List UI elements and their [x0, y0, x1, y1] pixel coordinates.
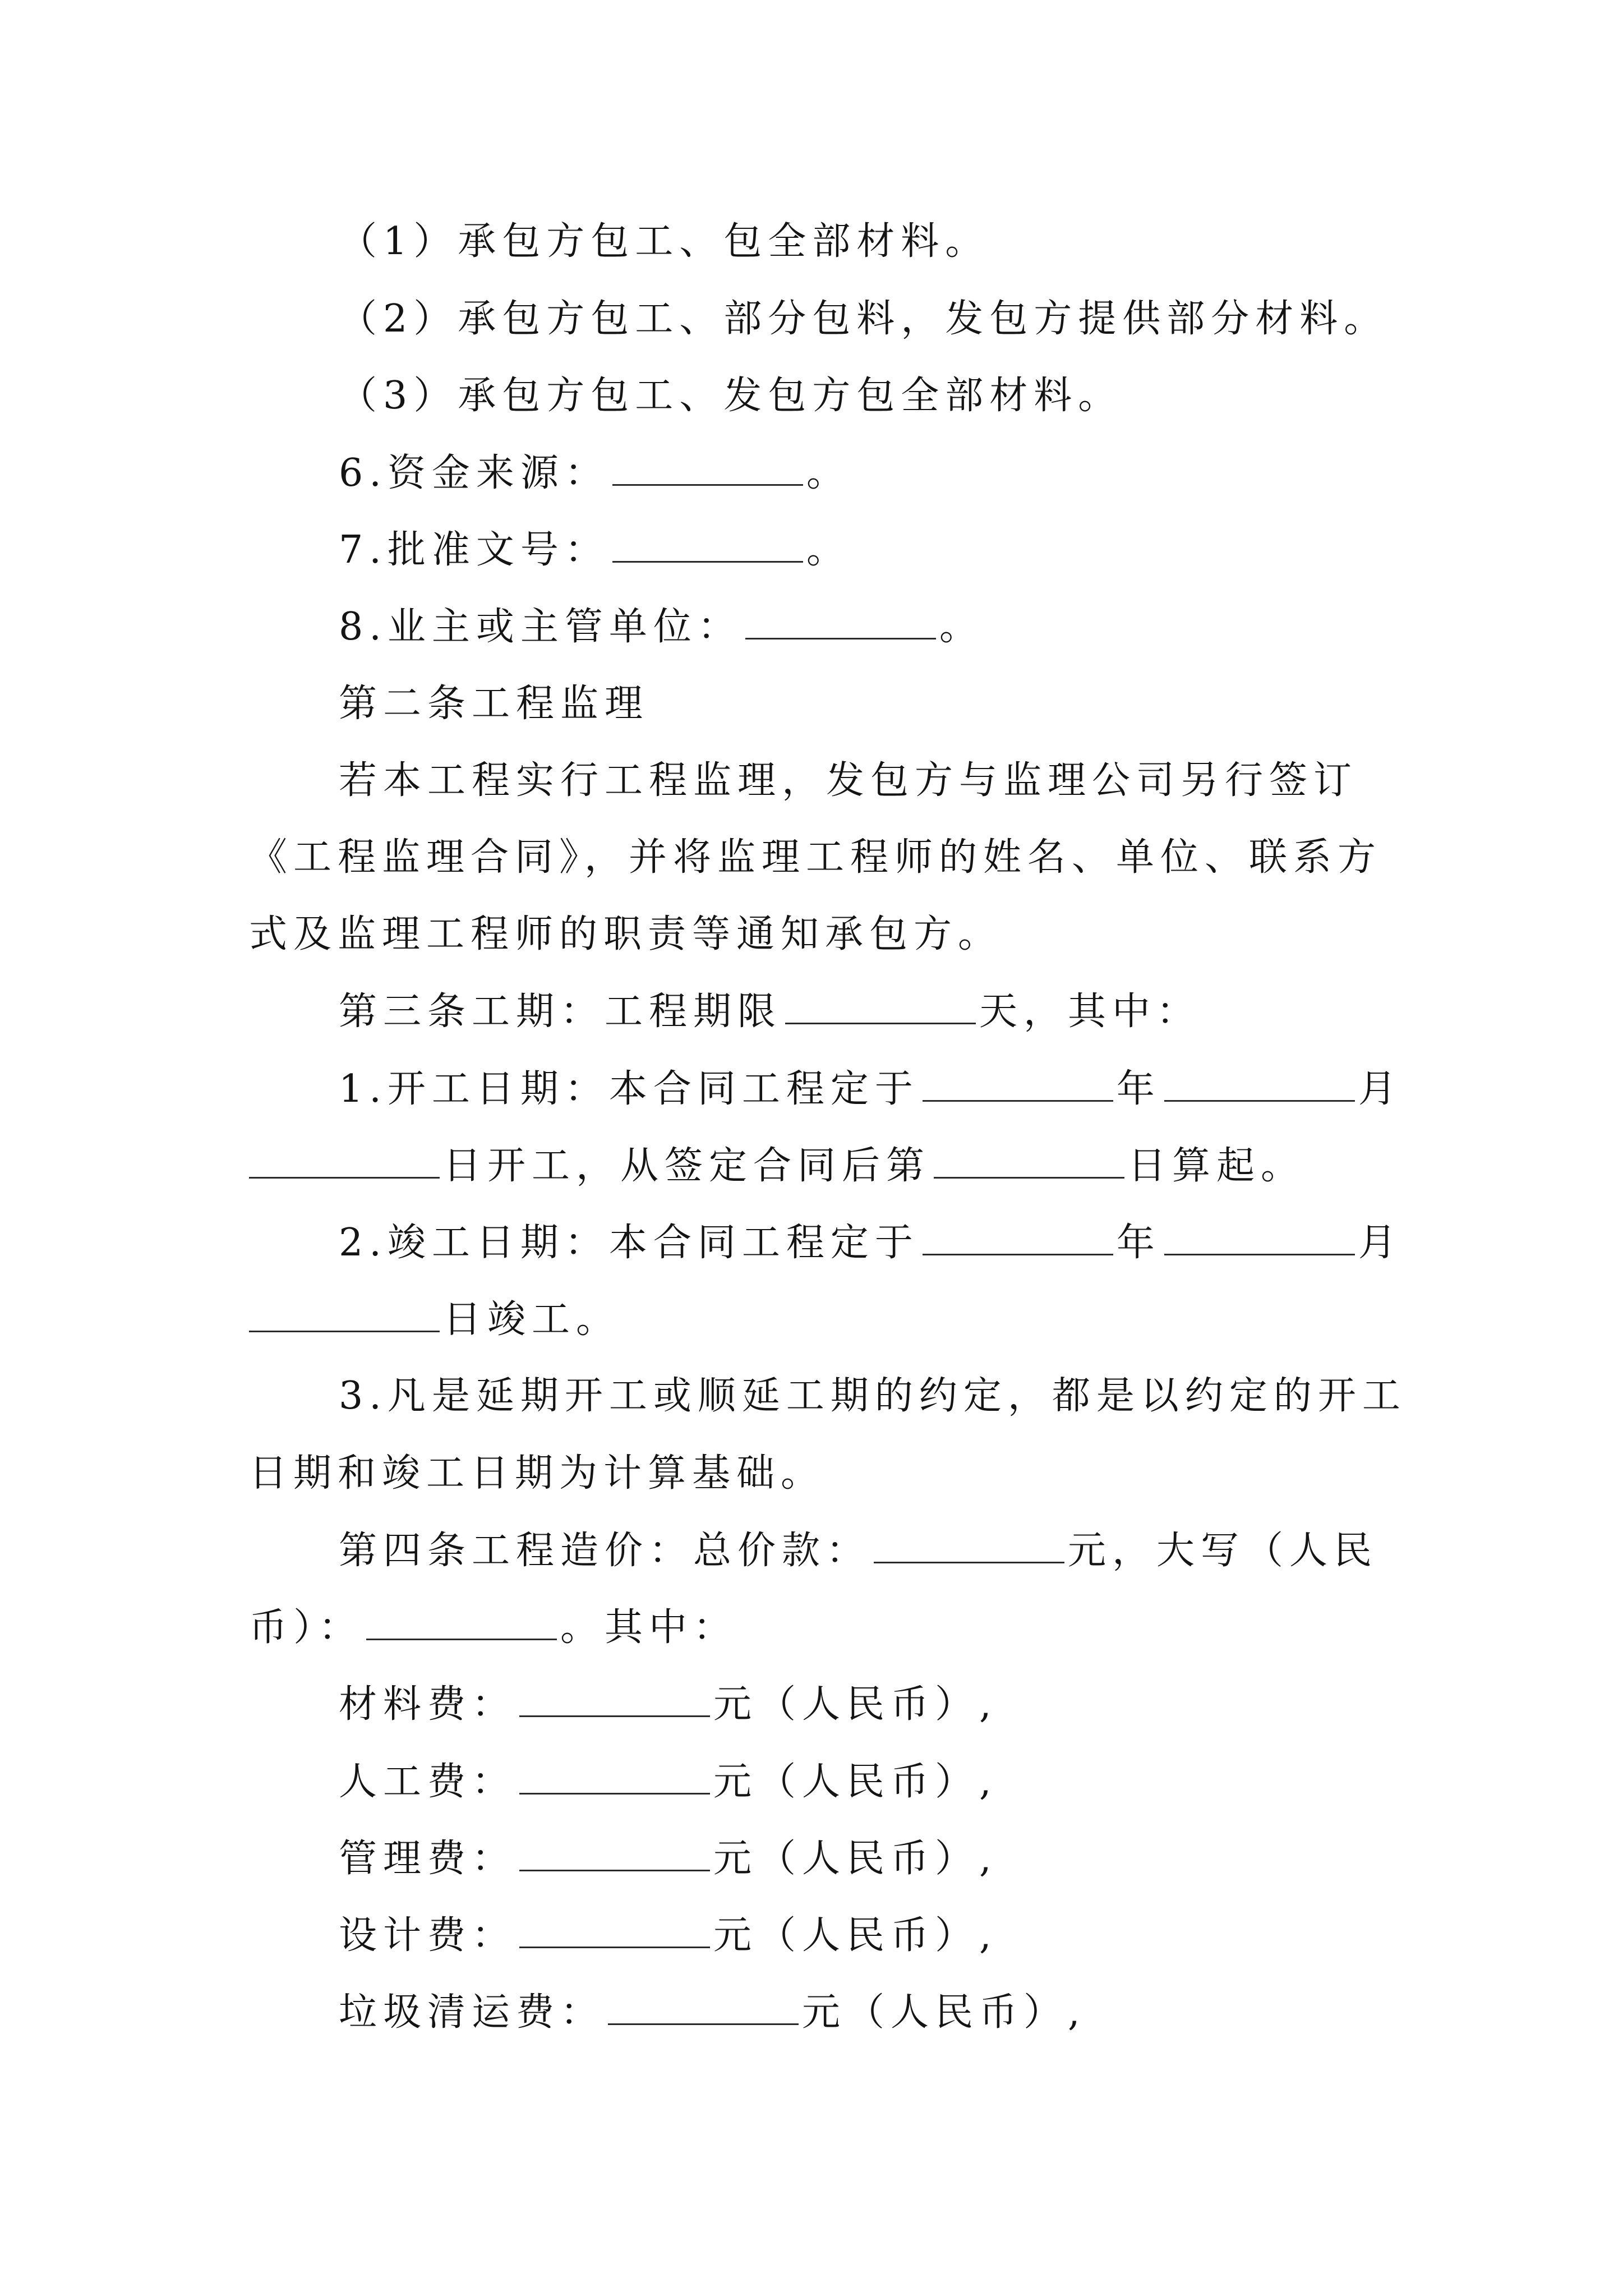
- fee-garbage-removal: [339, 1990, 1086, 2035]
- start-month-unit: 月: [1358, 1067, 1403, 1111]
- fee-amount-blank[interactable]: [519, 1913, 710, 1948]
- fund-source-line: [339, 450, 851, 496]
- fund-source-label: 6.资金来源：: [339, 451, 609, 495]
- fee-amount-blank[interactable]: [608, 1990, 799, 2025]
- option-3-text: （3）承包方包工、发包方包全部材料。: [339, 374, 1123, 418]
- fee-unit: 元（人民币）,: [713, 1837, 998, 1881]
- article-3-title: [339, 989, 1201, 1034]
- article-2-line-3-text: 式及监理工程师的职责等通知承包方。: [249, 912, 1003, 956]
- end-month-unit: 月: [1358, 1221, 1403, 1265]
- article-2-title: [339, 682, 649, 726]
- fee-unit: 元（人民币）,: [713, 1913, 998, 1958]
- option-2: [339, 297, 1388, 342]
- schedule-note-line-2: [249, 1451, 825, 1496]
- article-2-line-2: [249, 835, 1382, 880]
- article-4-title-prefix: 第四条工程造价：总价款：: [339, 1529, 871, 1573]
- start-month-blank[interactable]: [1164, 1066, 1355, 1102]
- start-date-suffix-b: 日算起。: [1128, 1144, 1306, 1188]
- fee-label: 设计费：: [339, 1913, 517, 1958]
- fee-label: 材料费：: [339, 1682, 517, 1727]
- fee-unit: 元（人民币）,: [802, 1990, 1086, 2035]
- article-4-title-suffix: 元，大写（人民: [1068, 1529, 1378, 1573]
- option-1-text: （1）承包方包工、包全部材料。: [339, 219, 990, 264]
- article-3-title-suffix: 天，其中：: [979, 990, 1201, 1034]
- article-2-line-3: [249, 912, 1002, 957]
- owner-unit-end: 。: [939, 605, 984, 649]
- end-year-unit: 年: [1116, 1221, 1161, 1265]
- article-3-title-prefix: 第三条工期：工程期限: [339, 990, 782, 1034]
- fee-amount-blank[interactable]: [519, 1759, 710, 1795]
- fee-label: 管理费：: [339, 1837, 517, 1881]
- start-year-blank[interactable]: [923, 1066, 1113, 1102]
- fund-source-blank[interactable]: [612, 450, 803, 486]
- end-date-suffix: 日竣工。: [443, 1297, 621, 1342]
- end-date-label: 2.竣工日期：本合同工程定于: [339, 1221, 919, 1265]
- owner-unit-line: [339, 604, 984, 650]
- fee-label: 人工费：: [339, 1760, 517, 1804]
- duration-days-blank[interactable]: [785, 989, 976, 1024]
- start-date-line-2: [249, 1143, 1305, 1189]
- start-date-suffix-a: 日开工，从签定合同后第: [443, 1144, 931, 1188]
- fee-management: [339, 1836, 998, 1881]
- owner-unit-label: 8.业主或主管单位：: [339, 605, 742, 649]
- fee-unit: 元（人民币）,: [713, 1682, 998, 1727]
- start-count-day-blank[interactable]: [934, 1143, 1124, 1179]
- article-2-line-2-text: 《工程监理合同》，并将监理工程师的姓名、单位、联系方: [249, 835, 1382, 880]
- fee-unit: 元（人民币）,: [713, 1760, 998, 1804]
- end-month-blank[interactable]: [1164, 1220, 1355, 1255]
- fee-amount-blank[interactable]: [519, 1836, 710, 1871]
- schedule-note-line-1: [339, 1374, 1407, 1419]
- start-date-label: 1.开工日期：本合同工程定于: [339, 1067, 919, 1111]
- fee-labor: [339, 1759, 998, 1805]
- schedule-note-line-2-text: 日期和竣工日期为计算基础。: [249, 1451, 826, 1496]
- fee-label: 垃圾清运费：: [339, 1990, 605, 2035]
- article-4-title: [339, 1528, 1378, 1573]
- approval-number-line: [339, 527, 851, 573]
- article-2-line-1-text: 若本工程实行工程监理，发包方与监理公司另行签订: [339, 758, 1358, 803]
- total-price-blank[interactable]: [874, 1528, 1064, 1563]
- end-date-line: [339, 1220, 1403, 1266]
- fund-source-end: 。: [806, 451, 851, 495]
- article-4-line-2-suffix: 。其中：: [560, 1605, 738, 1650]
- fee-material: [339, 1682, 998, 1727]
- article-4-line-2: [249, 1605, 737, 1650]
- approval-number-blank[interactable]: [612, 527, 803, 563]
- end-year-blank[interactable]: [923, 1220, 1113, 1255]
- start-year-unit: 年: [1116, 1067, 1161, 1111]
- start-day-blank[interactable]: [249, 1143, 440, 1179]
- end-date-line-2: [249, 1297, 620, 1342]
- start-date-line: [339, 1066, 1403, 1112]
- approval-number-end: 。: [806, 528, 851, 572]
- owner-unit-blank[interactable]: [745, 604, 936, 639]
- total-price-uppercase-blank[interactable]: [366, 1605, 557, 1640]
- fee-design: [339, 1913, 998, 1958]
- schedule-note-line-1-text: 3.凡是延期开工或顺延工期的约定，都是以约定的开工: [339, 1374, 1407, 1418]
- end-day-blank[interactable]: [249, 1297, 440, 1332]
- article-2-title-text: 第二条工程监理: [339, 682, 649, 726]
- article-4-line-2-prefix: 币）：: [249, 1605, 363, 1650]
- approval-number-label: 7.批准文号：: [339, 528, 609, 572]
- option-1: [339, 219, 989, 264]
- option-3: [339, 374, 1122, 418]
- option-2-text: （2）承包方包工、部分包料，发包方提供部分材料。: [339, 297, 1389, 341]
- fee-amount-blank[interactable]: [519, 1682, 710, 1717]
- article-2-line-1: [339, 758, 1358, 803]
